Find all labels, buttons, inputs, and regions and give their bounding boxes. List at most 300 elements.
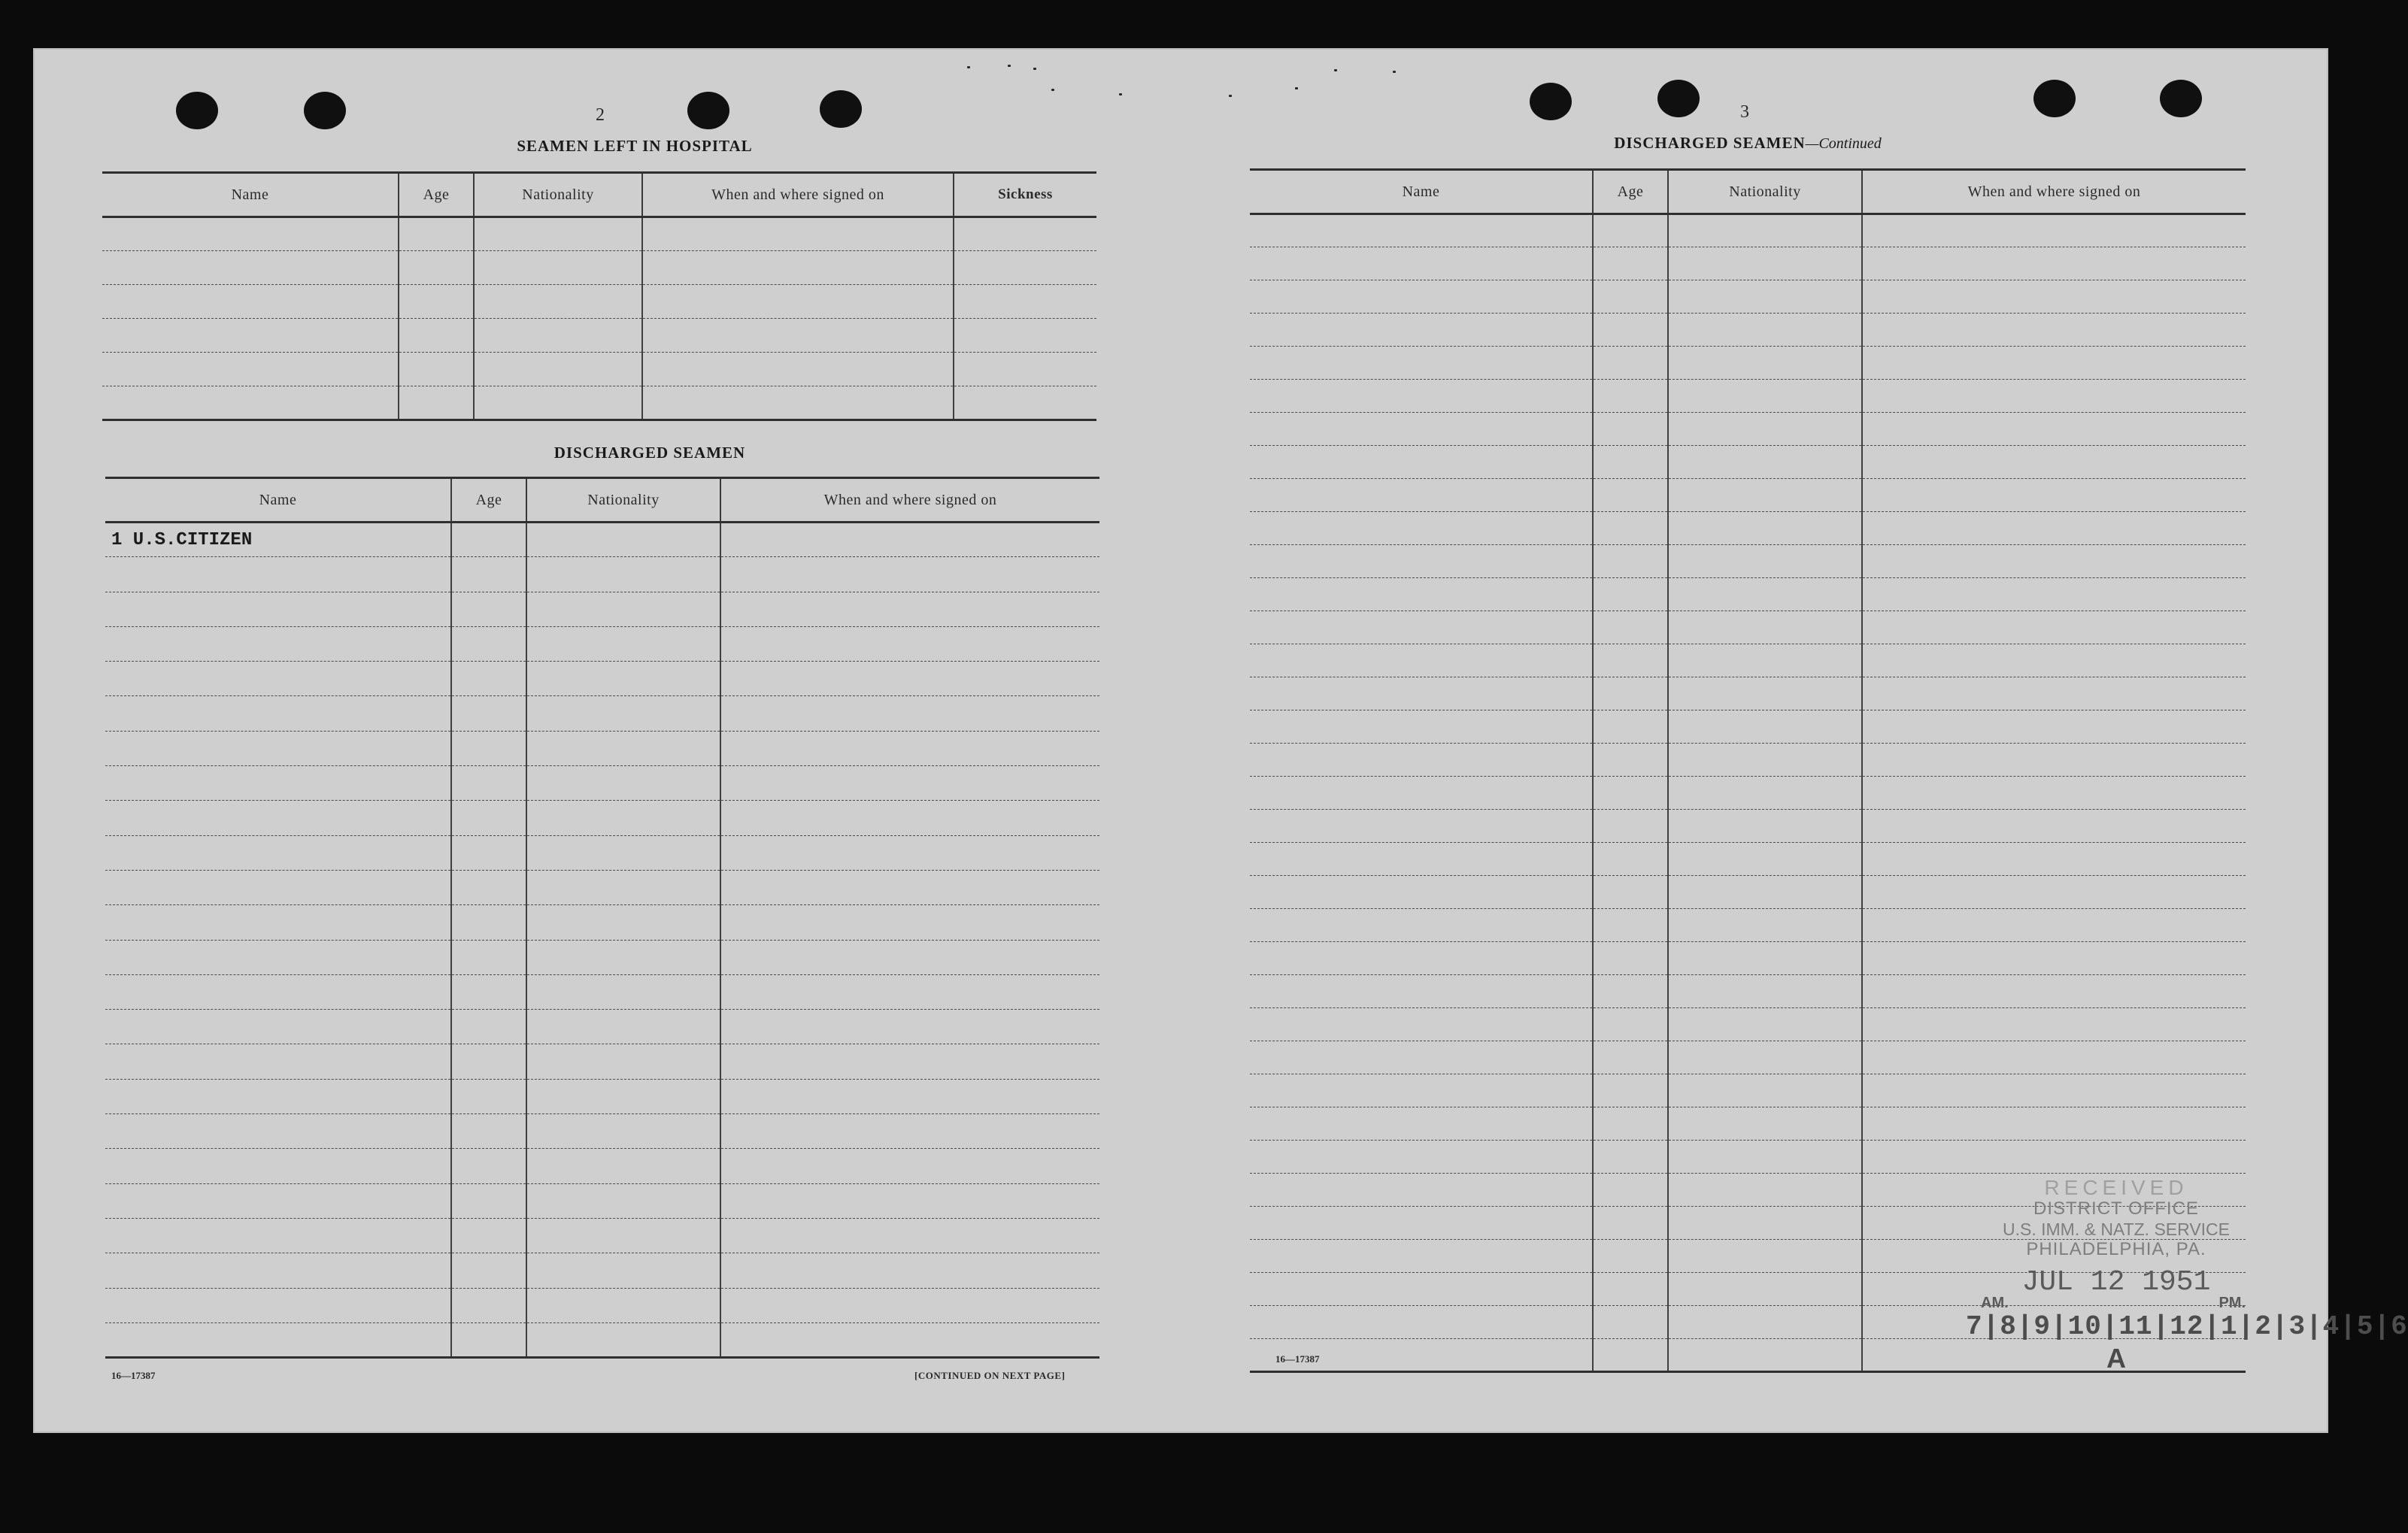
table-row [105, 1183, 1099, 1218]
table-cell [1862, 545, 2246, 578]
table-cell [1250, 280, 1593, 314]
table-cell [105, 1079, 451, 1113]
table-cell [720, 870, 1099, 904]
table-cell [1862, 1074, 2246, 1107]
table-cell [102, 319, 399, 353]
table-cell [1593, 1273, 1668, 1306]
table-cell [1668, 909, 1862, 942]
table-cell [105, 1183, 451, 1218]
table-row [105, 974, 1099, 1009]
table-cell [474, 217, 642, 251]
table-cell [954, 353, 1096, 386]
table-cell [1593, 479, 1668, 512]
table-cell [105, 1322, 451, 1357]
table-cell [642, 251, 954, 285]
table-cell [451, 662, 526, 696]
table-cell [1593, 545, 1668, 578]
section-title-text: DISCHARGED SEAMEN [1614, 134, 1806, 152]
table-cell [1250, 413, 1593, 446]
table-row [1250, 744, 2246, 777]
table-cell [526, 1114, 720, 1149]
page-number: 3 [1740, 102, 1749, 122]
stamp-marker: A [2106, 1343, 2126, 1374]
column-header-name: Name [1250, 170, 1593, 214]
table-cell [1593, 710, 1668, 744]
table-cell [1593, 347, 1668, 380]
table-cell [102, 386, 399, 420]
speck [1119, 93, 1122, 95]
punch-hole [176, 92, 218, 129]
table-row [105, 626, 1099, 661]
table-row [105, 835, 1099, 870]
table-cell [1668, 744, 1862, 777]
table-row [105, 1079, 1099, 1113]
table-cell [105, 974, 451, 1009]
stamp-service: U.S. IMM. & NATZ. SERVICE [2002, 1219, 2231, 1239]
table-cell [1862, 247, 2246, 280]
table-header-row [1250, 170, 2246, 214]
table-cell [1593, 744, 1668, 777]
table-cell [1668, 644, 1862, 677]
table-cell [1668, 843, 1862, 876]
table-cell: 1 U.S.CITIZEN [105, 523, 451, 557]
table-cell [1593, 1306, 1668, 1339]
table-row [105, 870, 1099, 904]
table-row [1250, 247, 2246, 280]
table-cell [1250, 810, 1593, 843]
table-cell [1668, 876, 1862, 909]
table-row [1250, 1074, 2246, 1107]
table-cell [720, 766, 1099, 801]
table-cell [105, 1044, 451, 1079]
scanned-document [33, 48, 2408, 1433]
page-number: 2 [596, 105, 605, 125]
table-cell [526, 1079, 720, 1113]
table-row [102, 217, 1096, 251]
table-cell [1593, 843, 1668, 876]
table-cell [954, 251, 1096, 285]
table-cell [1668, 1074, 1862, 1107]
table-cell [1250, 1240, 1593, 1273]
table-cell [1862, 280, 2246, 314]
table-cell [451, 1253, 526, 1288]
column-header-sickness: Sickness [954, 173, 1096, 217]
table-cell [1250, 1041, 1593, 1074]
table-row [102, 251, 1096, 285]
table-cell [1668, 1174, 1862, 1207]
table-cell [451, 1183, 526, 1218]
table-cell [105, 626, 451, 661]
column-header-signed-on: When and where signed on [720, 478, 1099, 523]
table-row [1250, 545, 2246, 578]
table-cell [1862, 1141, 2246, 1174]
table-cell [1862, 512, 2246, 545]
table-cell [954, 319, 1096, 353]
stamp-date: JUL 12 1951 [2021, 1266, 2211, 1298]
table-cell [720, 905, 1099, 940]
table-row [1250, 710, 2246, 744]
table-cell [105, 557, 451, 592]
table-row [1250, 843, 2246, 876]
table-row [1250, 380, 2246, 413]
table-cell [1862, 446, 2246, 479]
table-cell [1862, 942, 2246, 975]
table-cell [1862, 1107, 2246, 1141]
table-cell [474, 386, 642, 420]
table-cell [1250, 1074, 1593, 1107]
table-row [1250, 975, 2246, 1008]
table-cell [1593, 1041, 1668, 1074]
table-cell [720, 1253, 1099, 1288]
table-cell [1862, 744, 2246, 777]
table-row [1250, 876, 2246, 909]
table-cell [1668, 777, 1862, 810]
table-cell [1593, 942, 1668, 975]
table-row [105, 557, 1099, 592]
table-cell [399, 251, 474, 285]
table-cell [105, 662, 451, 696]
stamp-city: PHILADELPHIA, PA. [2026, 1239, 2206, 1259]
table-cell [1668, 710, 1862, 744]
table-cell [526, 626, 720, 661]
table-cell [102, 285, 399, 319]
table-cell [1593, 611, 1668, 644]
table-cell [451, 1149, 526, 1183]
table-row [1250, 644, 2246, 677]
table-cell [105, 1010, 451, 1044]
table-row [1250, 611, 2246, 644]
table-cell [1668, 1273, 1862, 1306]
table-cell [1593, 214, 1668, 247]
table-row [105, 696, 1099, 731]
column-header-age: Age [399, 173, 474, 217]
table-cell [1668, 512, 1862, 545]
column-header-age: Age [451, 478, 526, 523]
table-cell [526, 523, 720, 557]
punch-hole [687, 92, 729, 129]
table-cell [105, 1114, 451, 1149]
punch-hole [2033, 80, 2076, 117]
column-header-nationality: Nationality [474, 173, 642, 217]
table-cell [1250, 380, 1593, 413]
table-cell [451, 1114, 526, 1149]
table-cell [1862, 843, 2246, 876]
table-cell [526, 905, 720, 940]
table-cell [1593, 1174, 1668, 1207]
table-cell [954, 386, 1096, 420]
hospital-table [102, 171, 1096, 421]
table-cell [451, 523, 526, 557]
table-cell [1593, 1339, 1668, 1372]
table-cell [526, 940, 720, 974]
table-cell [526, 662, 720, 696]
table-cell [451, 870, 526, 904]
table-cell [1593, 1141, 1668, 1174]
table-cell [1668, 214, 1862, 247]
table-cell [1593, 247, 1668, 280]
table-cell [102, 353, 399, 386]
table-cell [1668, 1041, 1862, 1074]
table-row [102, 285, 1096, 319]
table-cell [102, 217, 399, 251]
table-cell [451, 835, 526, 870]
table-cell [526, 1288, 720, 1322]
table-cell [720, 1114, 1099, 1149]
table-cell [1593, 1074, 1668, 1107]
table-row [1250, 214, 2246, 247]
table-cell [1862, 347, 2246, 380]
table-cell [526, 557, 720, 592]
table-row [105, 1288, 1099, 1322]
table-cell [474, 353, 642, 386]
table-cell [526, 835, 720, 870]
table-row [102, 353, 1096, 386]
table-row [1250, 1008, 2246, 1041]
table-cell [642, 353, 954, 386]
table-cell [720, 696, 1099, 731]
table-row [1250, 314, 2246, 347]
column-header-nationality: Nationality [526, 478, 720, 523]
speck [1334, 69, 1337, 71]
table-cell [1862, 810, 2246, 843]
form-number: 16—17387 [1275, 1353, 1320, 1365]
table-cell [1862, 611, 2246, 644]
table-cell [1593, 975, 1668, 1008]
table-row [1250, 1041, 2246, 1074]
table-cell [1250, 247, 1593, 280]
table-cell [642, 386, 954, 420]
table-cell [105, 1218, 451, 1253]
table-header-row [105, 478, 1099, 523]
table-row [1250, 446, 2246, 479]
punch-hole [304, 92, 346, 129]
table-cell [451, 905, 526, 940]
table-cell [1668, 1141, 1862, 1174]
table-cell [526, 801, 720, 835]
table-cell [1862, 909, 2246, 942]
table-cell [105, 905, 451, 940]
table-cell [1593, 446, 1668, 479]
continued-note: [CONTINUED ON NEXT PAGE] [914, 1370, 1066, 1381]
table-row [1250, 578, 2246, 611]
table-cell [105, 696, 451, 731]
table-cell [105, 1288, 451, 1322]
stamp-pm-label: PM. [2218, 1295, 2246, 1311]
table-cell [720, 1183, 1099, 1218]
table-cell [1862, 380, 2246, 413]
table-cell [399, 217, 474, 251]
table-cell [720, 1044, 1099, 1079]
table-cell [1593, 512, 1668, 545]
table-cell [526, 1044, 720, 1079]
table-cell [1250, 876, 1593, 909]
table-cell [1668, 1306, 1862, 1339]
table-cell [1593, 876, 1668, 909]
table-cell [1668, 247, 1862, 280]
stamp-received: RECEIVED [2044, 1176, 2188, 1199]
table-cell [1250, 909, 1593, 942]
table-row [1250, 677, 2246, 710]
table-cell [720, 835, 1099, 870]
table-row [1250, 777, 2246, 810]
column-header-nationality: Nationality [1668, 170, 1862, 214]
table-cell [1250, 1306, 1593, 1339]
table-cell [526, 766, 720, 801]
table-cell [1593, 909, 1668, 942]
table-cell [1668, 1207, 1862, 1240]
table-cell [526, 731, 720, 765]
punch-hole [2160, 80, 2202, 117]
table-cell [474, 319, 642, 353]
punch-hole [820, 90, 862, 128]
table-cell [1668, 975, 1862, 1008]
table-cell [1593, 1207, 1668, 1240]
table-cell [1668, 314, 1862, 347]
table-cell [720, 1079, 1099, 1113]
table-cell [642, 217, 954, 251]
speck [1393, 71, 1396, 73]
table-cell [720, 1010, 1099, 1044]
punch-hole [1530, 83, 1572, 120]
column-header-name: Name [105, 478, 451, 523]
table-row [102, 319, 1096, 353]
table-cell [1668, 1339, 1862, 1372]
table-cell [1862, 777, 2246, 810]
stamp-district-office: DISTRICT OFFICE [2033, 1198, 2199, 1219]
table-cell [1250, 1107, 1593, 1141]
table-cell [1250, 744, 1593, 777]
table-cell [451, 1044, 526, 1079]
table-cell [105, 870, 451, 904]
table-cell [720, 592, 1099, 626]
table-cell [1593, 777, 1668, 810]
table-cell [1593, 413, 1668, 446]
table-row [105, 1253, 1099, 1288]
table-cell [1668, 810, 1862, 843]
table-row [105, 905, 1099, 940]
table-row [105, 592, 1099, 626]
table-cell [1250, 777, 1593, 810]
table-cell [451, 1218, 526, 1253]
table-cell [720, 523, 1099, 557]
table-cell [720, 974, 1099, 1009]
table-row [1250, 942, 2246, 975]
column-header-name: Name [102, 173, 399, 217]
table-cell [1250, 214, 1593, 247]
table-cell [1250, 1008, 1593, 1041]
column-header-signed-on: When and where signed on [642, 173, 954, 217]
table-cell [1593, 380, 1668, 413]
table-cell [720, 940, 1099, 974]
section-title-hospital: SEAMEN LEFT IN HOSPITAL [517, 137, 753, 155]
table-cell [526, 1253, 720, 1288]
discharged-table [105, 477, 1099, 1359]
table-cell [1862, 975, 2246, 1008]
table-cell [642, 285, 954, 319]
table-cell [526, 1183, 720, 1218]
table-row [105, 1044, 1099, 1079]
speck [967, 66, 970, 68]
table-cell [1593, 578, 1668, 611]
table-cell [1250, 942, 1593, 975]
table-header-row [102, 173, 1096, 217]
table-cell [474, 251, 642, 285]
table-cell [642, 319, 954, 353]
table-cell [1250, 710, 1593, 744]
table-cell [105, 835, 451, 870]
table-cell [1593, 1008, 1668, 1041]
table-cell [451, 1288, 526, 1322]
form-number: 16—17387 [111, 1370, 156, 1381]
table-cell [451, 592, 526, 626]
table-cell [720, 1149, 1099, 1183]
table-cell [1862, 413, 2246, 446]
table-cell [105, 1253, 451, 1288]
table-cell [1250, 578, 1593, 611]
table-cell [720, 1322, 1099, 1357]
table-row [1250, 1141, 2246, 1174]
table-cell [1250, 446, 1593, 479]
table-cell [526, 1010, 720, 1044]
table-cell [105, 1149, 451, 1183]
table-row [105, 1149, 1099, 1183]
table-cell [1668, 1008, 1862, 1041]
table-cell [1668, 942, 1862, 975]
table-cell [1250, 314, 1593, 347]
speck [1295, 87, 1298, 89]
table-cell [1668, 413, 1862, 446]
table-cell [720, 662, 1099, 696]
table-cell [720, 801, 1099, 835]
table-cell [1668, 280, 1862, 314]
table-cell [105, 766, 451, 801]
table-cell [399, 386, 474, 420]
table-row [105, 1114, 1099, 1149]
table-cell [1862, 479, 2246, 512]
table-cell [720, 1218, 1099, 1253]
table-row [105, 1322, 1099, 1357]
table-cell [1668, 479, 1862, 512]
table-cell [1862, 1041, 2246, 1074]
table-cell [105, 940, 451, 974]
table-cell [1862, 876, 2246, 909]
table-cell [526, 870, 720, 904]
table-cell [954, 217, 1096, 251]
table-cell [1250, 545, 1593, 578]
table-cell [1862, 644, 2246, 677]
table-row [1250, 909, 2246, 942]
table-cell [399, 285, 474, 319]
speck [1033, 68, 1036, 70]
table-cell [451, 974, 526, 1009]
table-row [1250, 413, 2246, 446]
table-cell [1250, 1273, 1593, 1306]
table-row [1250, 810, 2246, 843]
table-cell [474, 285, 642, 319]
table-cell [720, 626, 1099, 661]
table-cell [1250, 677, 1593, 710]
table-cell [1862, 710, 2246, 744]
table-cell [526, 1218, 720, 1253]
table-cell [720, 731, 1099, 765]
table-cell [1862, 677, 2246, 710]
table-cell [399, 353, 474, 386]
table-cell [1250, 1174, 1593, 1207]
stamp-am-label: AM. [1981, 1295, 2009, 1311]
table-cell [1668, 380, 1862, 413]
table-cell [399, 319, 474, 353]
table-cell [1250, 1207, 1593, 1240]
